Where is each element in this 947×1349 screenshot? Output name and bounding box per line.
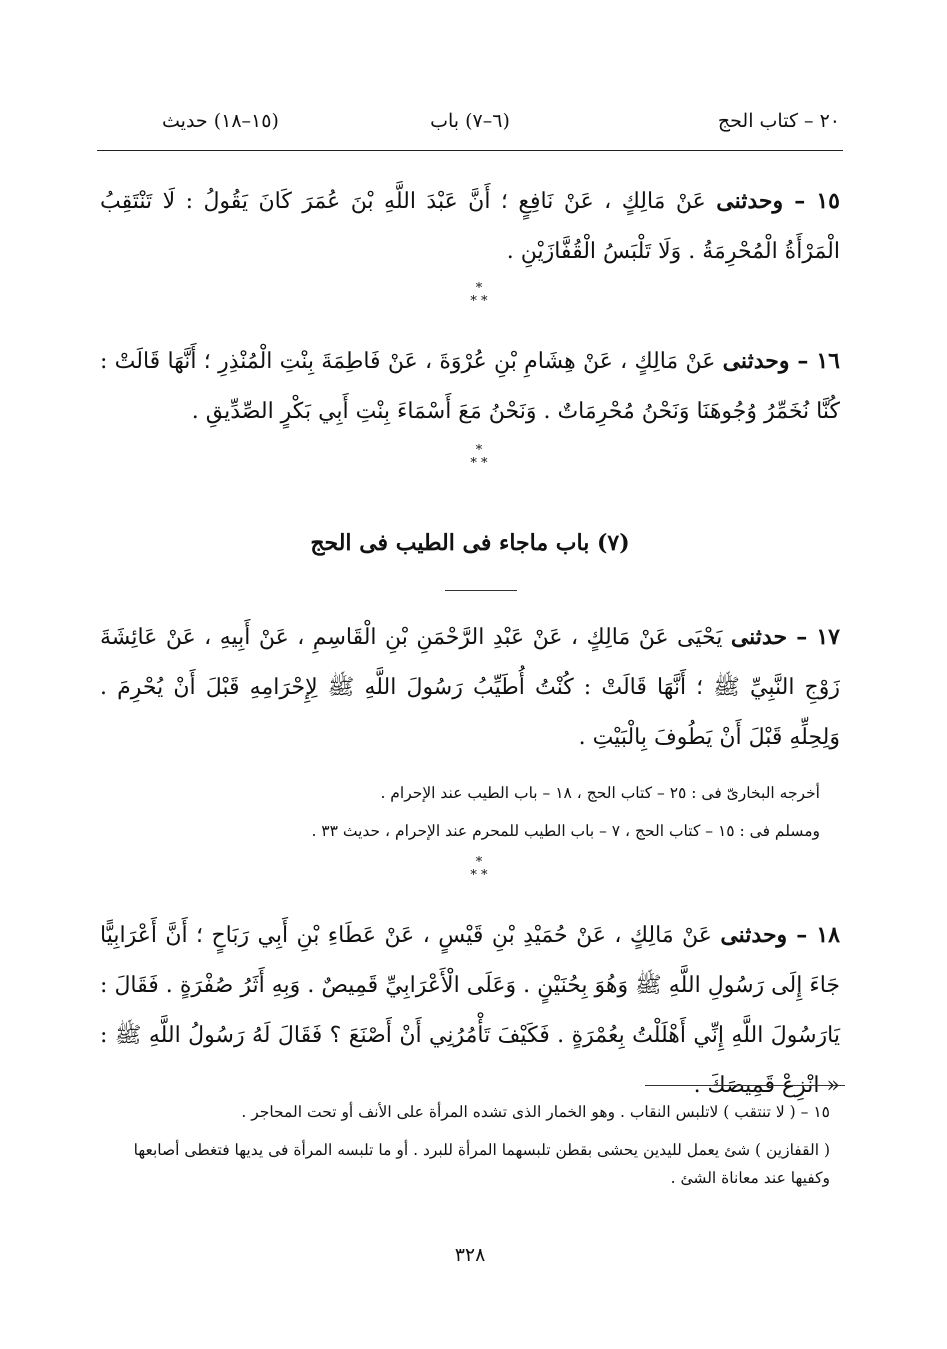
hadith-16-number: ١٦ – وحدثنى <box>722 348 840 374</box>
header-chapter-range: (٦–٧) باب <box>430 110 510 132</box>
hadith-17 <box>100 612 840 763</box>
footnote-1: ١٥ – ( لا تنتقب ) لاتلبس النقاب . وهو الخمار الذى تشده المرأة على الأنف أو تحت المحاجر . <box>241 1103 830 1121</box>
hadith-17-source-bukhari: أخرجه البخارىّ فى : ٢٥ – كتاب الحج ، ١٨ – باب الطيب عند الإحرام . <box>380 784 820 802</box>
section-separator: * * * <box>470 855 488 883</box>
hadith-17-text: يَحْيَى عَنْ مَالِكٍ ، عَنْ عَبْدِ الرَّحْمَنِ بْنِ الْقَاسِمِ ، عَنْ أَبِيهِ ، عَنْ عَائِشَةَ زَوْجِ النَّبِيِّ ﷺ ؛ أَنَّهَا قَالَتْ : كُنْتُ أُطَيِّبُ رَسُولَ اللَّهِ ﷺ لِإِحْرَامِهِ قَبْلَ أَنْ يُحْرِمَ . وَلِحِلِّهِ قَبْلَ أَنْ يَطُوفَ بِالْبَيْتِ . <box>100 625 840 750</box>
page-number: ٣٢٨ <box>454 1244 486 1266</box>
hadith-15-number: ١٥ – وحدثنى <box>716 188 840 214</box>
header-divider <box>97 150 843 151</box>
section-separator: * * * <box>470 281 488 309</box>
hadith-18 <box>100 910 840 1111</box>
hadith-17-source-muslim: ومسلم فى : ١٥ – كتاب الحج ، ٧ – باب الطيب للمحرم عند الإحرام ، حديث ٣٣ . <box>311 822 820 840</box>
footnote-2: ( القفازين ) شئ يعمل لليدين يحشى بقطن تلبسهما المرأة للبرد . أو ما تلبسه المرأة فى يديها فتغطى أصابعها وكفيها عند معاناة الشئ . <box>133 1141 830 1187</box>
hadith-16-text: عَنْ مَالِكٍ ، عَنْ هِشَامِ بْنِ عُرْوَةَ ، عَنْ فَاطِمَةَ بِنْتِ الْمُنْذِرِ ؛ أَنَّهَا قَالَتْ : كُنَّا نُخَمِّرُ وُجُوهَنَا وَنَحْنُ مُحْرِمَاتٌ . وَنَحْنُ مَعَ أَسْمَاءَ بِنْتِ أَبِي بَكْرٍ الصِّدِّيقِ . <box>100 349 840 424</box>
hadith-18-text: عَنْ مَالِكٍ ، عَنْ حُمَيْدِ بْنِ قَيْسٍ ، عَنْ عَطَاءِ بْنِ أَبِي رَبَاحٍ ؛ أَنَّ أَعْرَابِيًّا جَاءَ إِلَى رَسُولِ اللَّهِ ﷺ وَهُوَ بِحُنَيْنٍ . وَعَلَى الْأَعْرَابِيِّ قَمِيصٌ . وَبِهِ أَثَرُ صُفْرَةٍ . فَقَالَ : يَارَسُولَ اللَّهِ إِنِّي أَهْلَلْتُ بِعُمْرَةٍ . فَكَيْفَ تَأْمُرُنِي أَنْ أَصْنَعَ ؟ فَقَالَ لَهُ رَسُولُ اللَّهِ ﷺ : « انْزِعْ قَمِيصَكَ . <box>100 923 840 1098</box>
running-header <box>100 104 840 148</box>
chapter-heading: (٧) باب ماجاء فى الطيب فى الحج <box>310 530 630 556</box>
section-separator: * * * <box>470 443 488 471</box>
hadith-16 <box>100 336 840 437</box>
footnote-divider <box>645 1085 845 1086</box>
hadith-18-number: ١٨ – وحدثنى <box>720 922 840 948</box>
hadith-17-number: ١٧ – حدثنى <box>730 624 840 650</box>
header-book-title: ٢٠ – كتاب الحج <box>717 110 840 132</box>
header-hadith-range: (١٥–١٨) حديث <box>162 110 279 132</box>
hadith-15-text: عَنْ مَالِكٍ ، عَنْ نَافِعٍ ؛ أَنَّ عَبْدَ اللَّهِ بْنَ عُمَرَ كَانَ يَقُولُ : لَا تَنْتَقِبُ الْمَرْأَةُ الْمُحْرِمَةُ . وَلَا تَلْبَسُ الْقُفَّازَيْنِ . <box>100 189 840 264</box>
chapter-divider <box>445 590 517 591</box>
hadith-15 <box>100 176 840 277</box>
